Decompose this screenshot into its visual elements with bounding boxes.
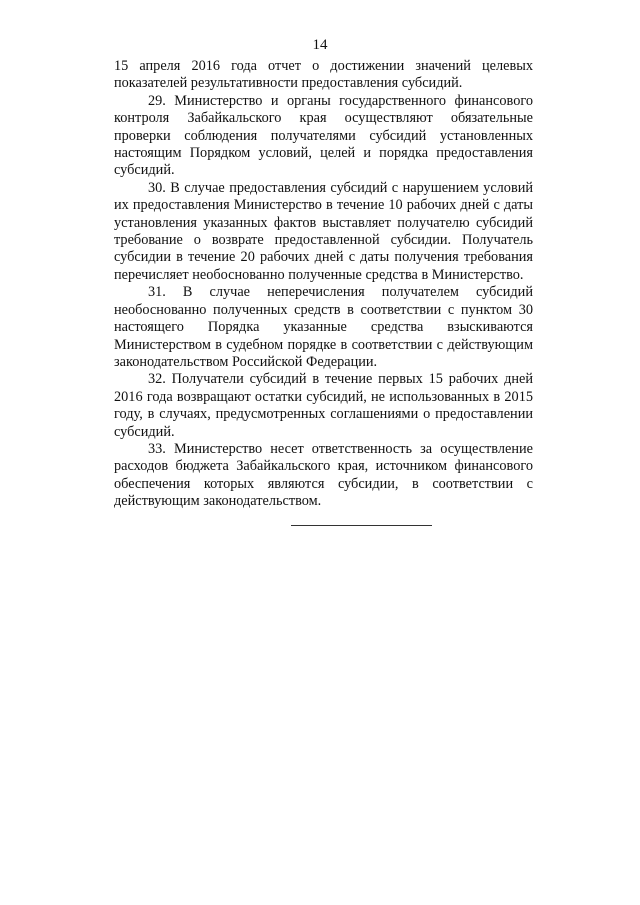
paragraph-30: 30. В случае предоставления субсидий с нарушением условий их предоставления Министерство в течение 10 рабочих дней с даты установления указанных фактов выставляет получателю субсидий требование о возврате предоставленной субсидии. Получатель субсидии в течение 20 рабочих дней с даты получения требования перечисляет необоснованно полученные средства в Министерство. — [114, 179, 533, 283]
paragraph-32: 32. Получатели субсидий в течение первых 15 рабочих дней 2016 года возвращают остатки субсидий, не использованных в 2015 году, в случаях, предусмотренных соглашениями о предоставлении субсидий. — [114, 371, 533, 440]
paragraph-29: 29. Министерство и органы государственного финансового контроля Забайкальского края осуществляют обязательные проверки соблюдения получателями субсидий установленных настоящим Порядком условий, целей и порядка предоставления субсидий. — [114, 92, 533, 179]
document-body — [114, 58, 533, 511]
page-number: 14 — [312, 37, 328, 53]
paragraph-continuation: 15 апреля 2016 года отчет о достижении значений целевых показателей результативности предоставления субсидий. — [114, 58, 533, 92]
paragraph-31: 31. В случае неперечисления получателем субсидий необоснованно полученных средств в соответствии с пунктом 30 настоящего Порядка указанные средства взыскиваются Министерством в судебном порядке в соответствии с действующим законодательством Российской Федерации. — [114, 284, 533, 370]
end-of-document-rule — [291, 525, 432, 526]
paragraph-33: 33. Министерство несет ответственность за осуществление расходов бюджета Забайкальского края, источником финансового обеспечения которых являются субсидии, в соответствии с действующим законодательством. — [114, 440, 533, 510]
